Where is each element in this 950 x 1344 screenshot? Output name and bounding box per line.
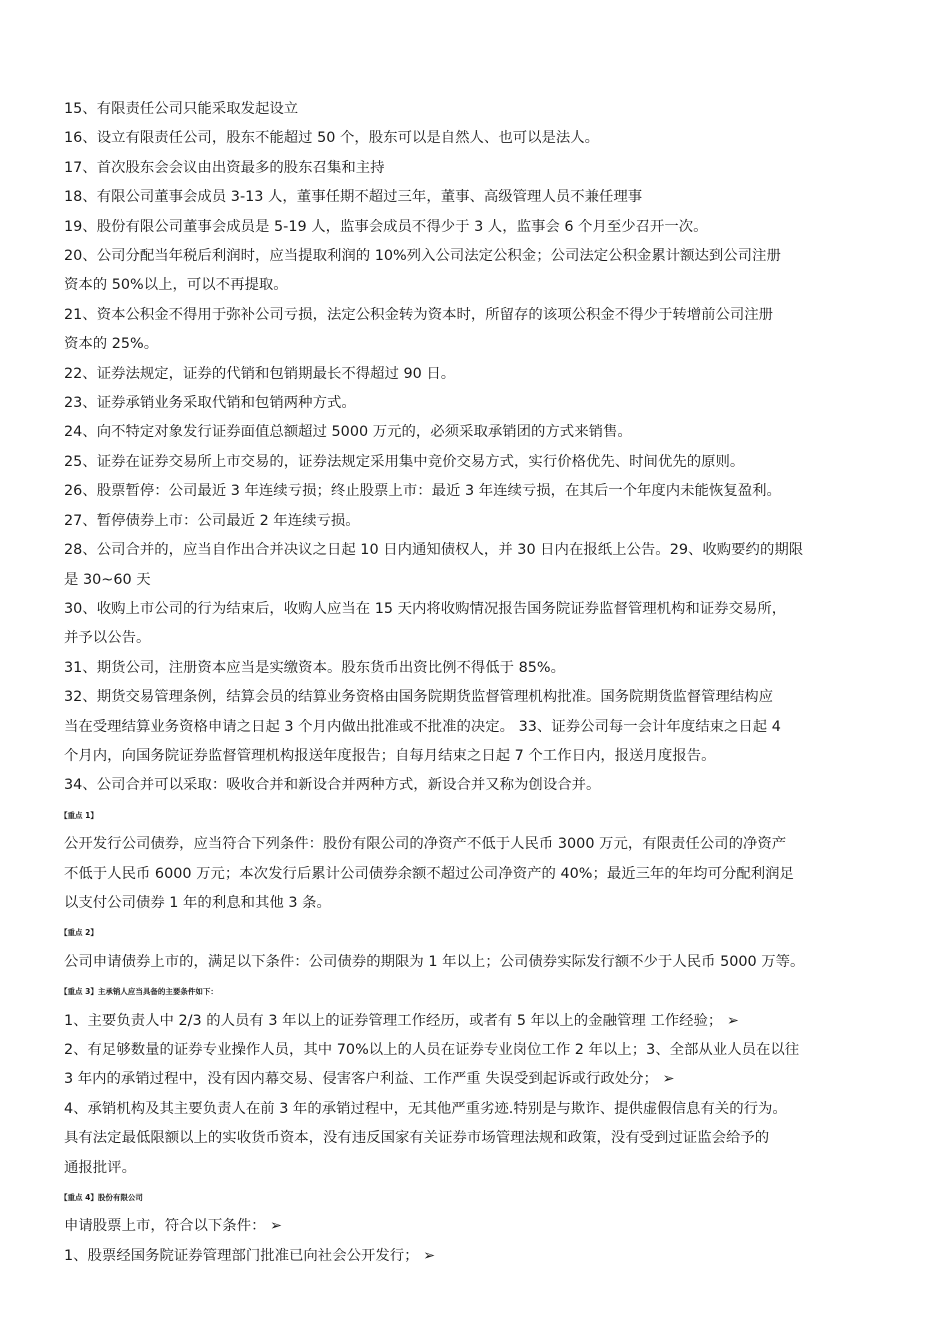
section-heading: 【重点 2】 bbox=[60, 928, 98, 938]
text-line: 是 30~60 天 bbox=[64, 571, 151, 588]
text-line: 不低于人民币 6000 万元；本次发行后累计公司债券余额不超过公司净资产的 40%；最近三年的年均可分配利润足 bbox=[64, 865, 794, 882]
text-line: 申请股票上市，符合以下条件： ➢ bbox=[64, 1218, 283, 1235]
text-line: 2、有足够数量的证券专业操作人员，其中 70%以上的人员在证券专业岗位工作 2 年以上；3、全部从业人员在以往 bbox=[64, 1042, 800, 1058]
text-line: 27、暂停债券上市：公司最近 2 年连续亏损。 bbox=[64, 512, 360, 529]
text-line: 30、收购上市公司的行为结束后，收购人应当在 15 天内将收购情况报告国务院证券监督管理机构和证券交易所， bbox=[64, 600, 787, 617]
text-line: 资本的 50%以上，可以不再提取。 bbox=[64, 277, 288, 294]
text-line: 公司申请债券上市的，满足以下条件：公司债券的期限为 1 年以上；公司债券实际发行额不少于人民币 5000 万等。 bbox=[64, 953, 805, 970]
text-line: 21、资本公积金不得用于弥补公司亏损，法定公积金转为资本时，所留存的该项公积金不得少于转增前公司注册 bbox=[64, 306, 774, 323]
text-line: 24、向不特定对象发行证券面值总额超过 5000 万元的，必须采取承销团的方式来销售。 bbox=[64, 424, 632, 441]
text-line: 32、期货交易管理条例，结算会员的结算业务资格由国务院期货监督管理机构批准。国务院期货监督管理结构应 bbox=[64, 689, 774, 706]
text-line: 31、期货公司，注册资本应当是实缴资本。股东货币出资比例不得低于 85%。 bbox=[64, 659, 565, 676]
text-line: 23、证券承销业务采取代销和包销两种方式。 bbox=[64, 395, 356, 412]
text-line: 3 年内的承销过程中，没有因内幕交易、侵害客户利益、工作严重 失误受到起诉或行政处分； ➢ bbox=[64, 1071, 675, 1088]
text-line: 34、公司合并可以采取：吸收合并和新设合并两种方式，新设合并又称为创设合并。 bbox=[64, 777, 601, 794]
text-line: 26、股票暂停：公司最近 3 年连续亏损；终止股票上市：最近 3 年连续亏损，在其后一个年度内未能恢复盈利。 bbox=[64, 483, 781, 500]
text-line: 15、有限责任公司只能采取发起设立 bbox=[64, 101, 299, 117]
text-line: 资本的 25%。 bbox=[64, 336, 159, 353]
section-heading: 【重点 3】主承销人应当具备的主要条件如下： bbox=[60, 987, 218, 997]
text-line: 1、主要负责人中 2/3 的人员有 3 年以上的证券管理工作经历，或者有 5 年以上的金融管理 工作经验； ➢ bbox=[64, 1012, 739, 1029]
document-body bbox=[60, 95, 890, 1271]
text-line: 具有法定最低限额以上的实收货币资本，没有违反国家有关证券市场管理法规和政策，没有受到过证监会给予的 bbox=[64, 1130, 770, 1147]
text-line: 22、证券法规定，证券的代销和包销期最长不得超过 90 日。 bbox=[64, 365, 456, 382]
text-line: 16、设立有限责任公司，股东不能超过 50 个，股东可以是自然人、也可以是法人。 bbox=[64, 130, 600, 147]
text-line: 并予以公告。 bbox=[64, 630, 151, 647]
text-line: 17、首次股东会会议由出资最多的股东召集和主持 bbox=[64, 159, 385, 176]
text-line: 以支付公司债券 1 年的利息和其他 3 条。 bbox=[64, 894, 331, 911]
section-heading: 【重点 4】股份有限公司 bbox=[60, 1193, 143, 1203]
text-line: 25、证券在证券交易所上市交易的，证券法规定采用集中竞价交易方式，实行价格优先、时间优先的原则。 bbox=[64, 453, 745, 470]
text-line: 个月内，向国务院证券监督管理机构报送年度报告；自每月结束之日起 7 个工作日内，报送月度报告。 bbox=[64, 747, 716, 764]
text-line: 28、公司合并的，应当自作出合并决议之日起 10 日内通知债权人，并 30 日内在报纸上公告。29、收购要约的期限 bbox=[64, 542, 804, 559]
text-line: 20、公司分配当年税后利润时，应当提取利润的 10%列入公司法定公积金；公司法定公积金累计额达到公司注册 bbox=[64, 248, 781, 265]
text-line: 1、股票经国务院证券管理部门批准已向社会公开发行； ➢ bbox=[64, 1247, 436, 1264]
section-heading: 【重点 1】 bbox=[60, 810, 98, 820]
text-line: 18、有限公司董事会成员 3-13 人，董事任期不超过三年，董事、高级管理人员不兼任理事 bbox=[64, 189, 643, 206]
text-line: 19、股份有限公司董事会成员是 5-19 人，监事会成员不得少于 3 人，监事会 6 个月至少召开一次。 bbox=[64, 218, 708, 235]
text-line: 4、承销机构及其主要负责人在前 3 年的承销过程中，无其他严重劣迹.特别是与欺诈、提供虚假信息有关的行为。 bbox=[64, 1100, 787, 1117]
text-line: 通报批评。 bbox=[64, 1159, 136, 1176]
text-line: 当在受理结算业务资格申请之日起 3 个月内做出批准或不批准的决定。 33、证券公司每一会计年度结束之日起 4 bbox=[64, 718, 781, 735]
text-line: 公开发行公司债券，应当符合下列条件：股份有限公司的净资产不低于人民币 3000 万元，有限责任公司的净资产 bbox=[64, 836, 787, 853]
